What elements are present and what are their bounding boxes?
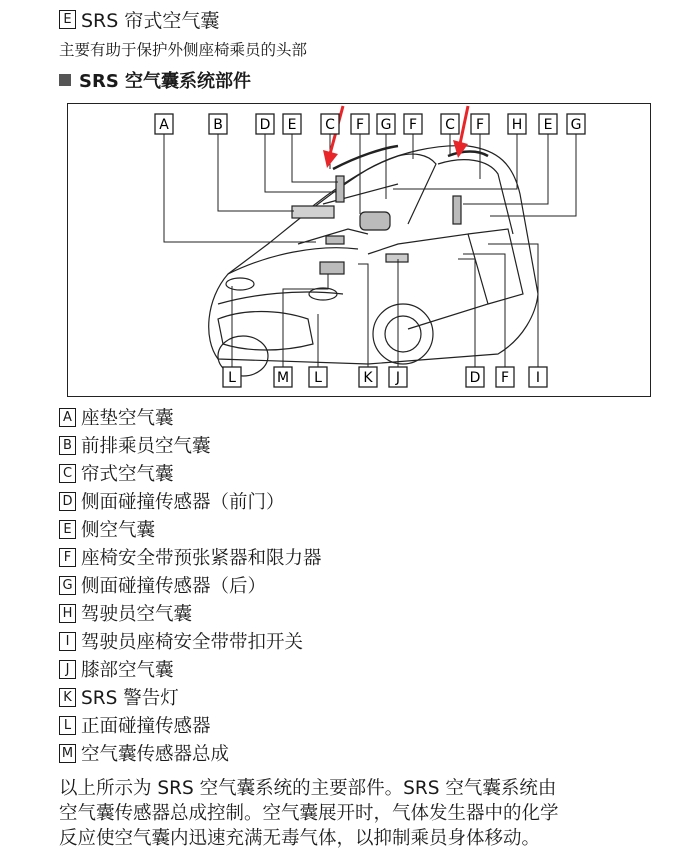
legend-item bbox=[59, 431, 322, 459]
figure-label-l bbox=[223, 367, 241, 387]
description-line: 以上所示为 SRS 空气囊系统的主要部件。SRS 空气囊系统由 bbox=[59, 778, 557, 799]
legend-text: 侧面碰撞传感器（前门） bbox=[81, 492, 285, 513]
figure-label-g bbox=[567, 114, 585, 134]
figure-label-text: F bbox=[500, 370, 510, 386]
subtitle: 主要有助于保护外侧座椅乘员的头部 bbox=[59, 41, 308, 59]
figure-label-text: D bbox=[259, 117, 271, 133]
page-header bbox=[59, 6, 219, 33]
legend-text: 前排乘员空气囊 bbox=[81, 436, 211, 457]
figure-label-c bbox=[441, 114, 459, 134]
legend-item bbox=[59, 543, 322, 571]
figure-label-text: C bbox=[325, 117, 335, 133]
legend-key-box: D bbox=[59, 492, 76, 511]
legend-text: SRS 警告灯 bbox=[81, 688, 179, 709]
figure-label-a bbox=[155, 114, 173, 134]
legend-text: 帘式空气囊 bbox=[81, 464, 174, 485]
figure-label-c bbox=[321, 114, 339, 134]
figure-label-text: E bbox=[287, 117, 297, 133]
figure-label-text: M bbox=[276, 370, 290, 386]
figure-label-text: H bbox=[511, 117, 523, 133]
legend-key-box: A bbox=[59, 408, 76, 427]
figure-label-text: F bbox=[355, 117, 365, 133]
figure-label-f bbox=[496, 367, 514, 387]
bottom-label-boxes bbox=[223, 367, 547, 387]
legend-text: 侧面碰撞传感器（后） bbox=[81, 576, 267, 597]
legend-key-box: J bbox=[59, 660, 76, 679]
figure-label-h bbox=[508, 114, 526, 134]
figure-label-f bbox=[351, 114, 369, 134]
legend-text: 驾驶员空气囊 bbox=[81, 604, 193, 625]
figure-label-d bbox=[466, 367, 484, 387]
legend-item bbox=[59, 655, 322, 683]
figure-label-e bbox=[283, 114, 301, 134]
legend-item bbox=[59, 711, 322, 739]
figure-label-text: K bbox=[363, 370, 373, 386]
figure-label-j bbox=[389, 367, 407, 387]
description-line: 反应使空气囊内迅速充满无毒气体，以抑制乘员身体移动。 bbox=[59, 828, 541, 849]
figure-label-d bbox=[256, 114, 274, 134]
legend-key-box: L bbox=[59, 716, 76, 735]
legend-text: 座椅安全带预张紧器和限力器 bbox=[81, 548, 322, 569]
legend-text: 正面碰撞传感器 bbox=[81, 716, 211, 737]
legend-text: 座垫空气囊 bbox=[81, 408, 174, 429]
header-letter-box: E bbox=[59, 10, 76, 29]
legend-item bbox=[59, 627, 322, 655]
legend-text: 空气囊传感器总成 bbox=[81, 744, 230, 765]
description bbox=[59, 776, 669, 851]
figure-label-text: J bbox=[395, 370, 401, 386]
bottom-leader-lines bbox=[232, 244, 538, 367]
car-diagram bbox=[68, 104, 652, 398]
figure-label-text: E bbox=[543, 117, 553, 133]
figure-label-text: C bbox=[445, 117, 455, 133]
legend-key-box: H bbox=[59, 604, 76, 623]
legend-item bbox=[59, 599, 322, 627]
legend-text: 驾驶员座椅安全带带扣开关 bbox=[81, 632, 304, 653]
header-title: SRS 帘式空气囊 bbox=[81, 10, 220, 32]
figure-label-text: F bbox=[475, 117, 485, 133]
figure-label-b bbox=[209, 114, 227, 134]
figure-label-text: I bbox=[535, 370, 541, 386]
car-outline bbox=[209, 146, 538, 376]
legend-item bbox=[59, 459, 322, 487]
figure-label-text: D bbox=[469, 370, 481, 386]
top-label-boxes bbox=[155, 114, 585, 134]
section-title: SRS 空气囊系统部件 bbox=[79, 71, 252, 92]
airbag-system-figure bbox=[67, 103, 651, 397]
legend-key-box: G bbox=[59, 576, 76, 595]
figure-label-text: F bbox=[408, 117, 418, 133]
legend-key-box: C bbox=[59, 464, 76, 483]
legend-item bbox=[59, 571, 322, 599]
figure-label-f bbox=[471, 114, 489, 134]
legend-item bbox=[59, 403, 322, 431]
figure-label-text: A bbox=[159, 117, 169, 133]
figure-label-text: L bbox=[228, 370, 236, 386]
figure-label-m bbox=[274, 367, 292, 387]
legend-key-box: I bbox=[59, 632, 76, 651]
figure-label-e bbox=[539, 114, 557, 134]
legend-item bbox=[59, 739, 322, 767]
section-heading bbox=[59, 67, 251, 93]
legend-text: 膝部空气囊 bbox=[81, 660, 174, 681]
figure-label-text: G bbox=[380, 117, 392, 133]
figure-label-f bbox=[404, 114, 422, 134]
section-square-icon bbox=[59, 74, 71, 86]
figure-label-text: G bbox=[570, 117, 582, 133]
figure-label-l bbox=[309, 367, 327, 387]
figure-label-text: B bbox=[213, 117, 223, 133]
figure-label-k bbox=[359, 367, 377, 387]
legend-key-box: M bbox=[59, 744, 76, 763]
legend-item bbox=[59, 515, 322, 543]
figure-label-g bbox=[377, 114, 395, 134]
legend-item bbox=[59, 487, 322, 515]
legend-key-box: F bbox=[59, 548, 76, 567]
legend-key-box: E bbox=[59, 520, 76, 539]
description-line: 空气囊传感器总成控制。空气囊展开时，气体发生器中的化学 bbox=[59, 803, 559, 824]
figure-label-i bbox=[529, 367, 547, 387]
legend-key-box: K bbox=[59, 688, 76, 707]
legend-key-box: B bbox=[59, 436, 76, 455]
figure-label-text: L bbox=[314, 370, 322, 386]
component-legend bbox=[59, 403, 322, 767]
legend-text: 侧空气囊 bbox=[81, 520, 156, 541]
legend-item bbox=[59, 683, 322, 711]
